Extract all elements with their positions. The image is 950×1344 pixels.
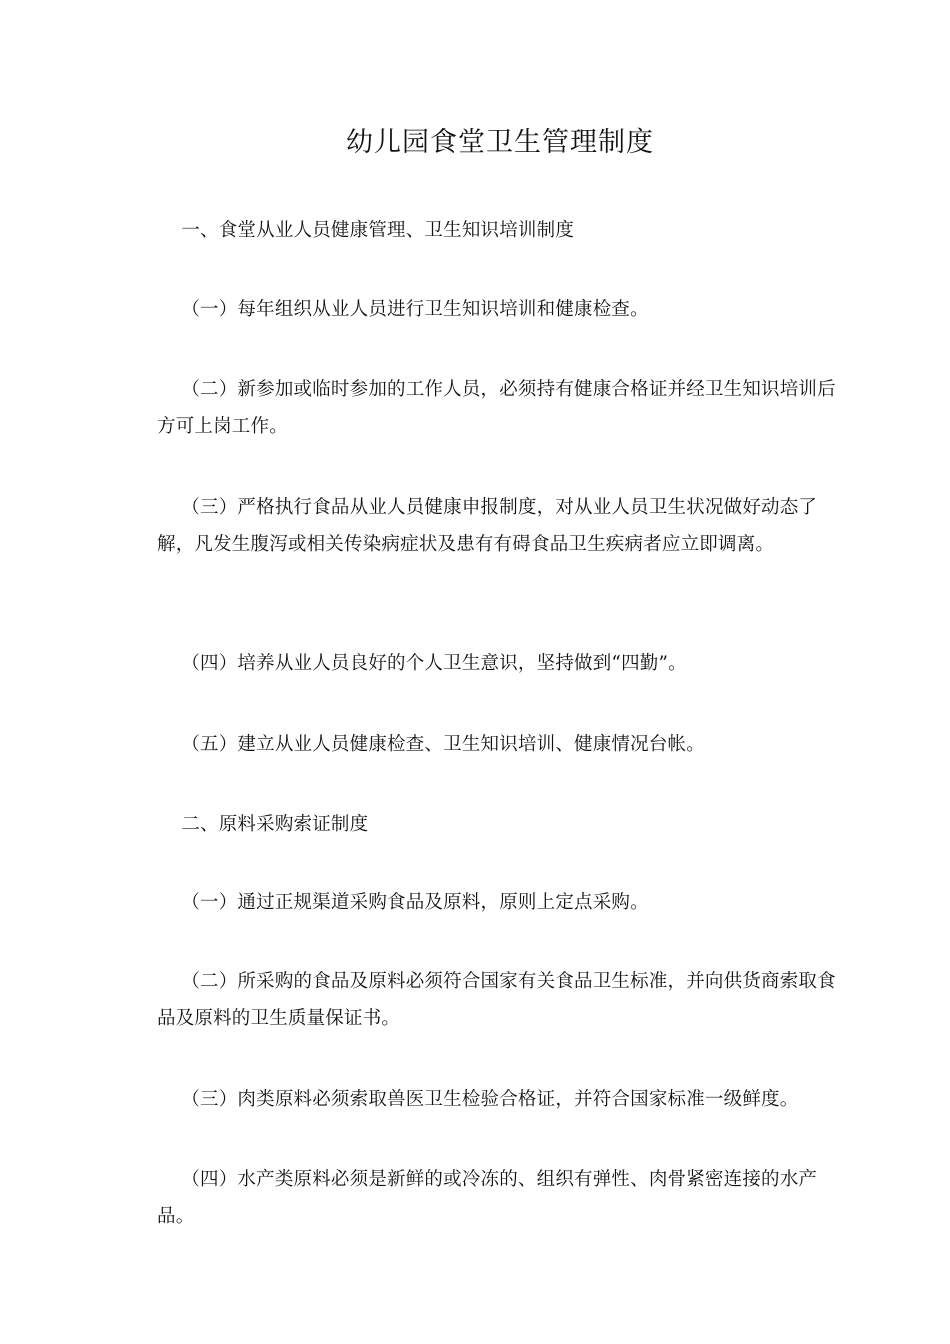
- paragraph-1-4: （四）培养从业人员良好的个人卫生意识，坚持做到“四勤”。: [157, 653, 687, 674]
- document-title: 幼儿园食堂卫生管理制度: [346, 127, 654, 158]
- paragraph-2-3: （三）肉类原料必须索取兽医卫生检验合格证，并符合国家标准一级鲜度。: [157, 1089, 799, 1110]
- paragraph-1-5: （五）建立从业人员健康检查、卫生知识培训、健康情况台帐。: [157, 734, 705, 755]
- paragraph-1-1: （一）每年组织从业人员进行卫生知识培训和健康检查。: [157, 299, 649, 320]
- paragraph-1-3: （三）严格执行食品从业人员健康申报制度，对从业人员卫生状况做好动态了解，凡发生腹泻或相关传染病症状及患有有碍食品卫生疾病者应立即调离。: [157, 497, 818, 555]
- section-heading-1: 一、食堂从业人员健康管理、卫生知识培训制度: [157, 220, 575, 241]
- paragraph-2-4: （四）水产类原料必须是新鲜的或冷冻的、组织有弹性、肉骨紧密连接的水产品。: [157, 1169, 818, 1227]
- paragraph-1-2: （二）新参加或临时参加的工作人员，必须持有健康合格证并经卫生知识培训后方可上岗工作。: [157, 379, 836, 437]
- section-heading-2: 二、原料采购索证制度: [157, 814, 369, 835]
- paragraph-2-2: （二）所采购的食品及原料必须符合国家有关食品卫生标准，并向供货商索取食品及原料的卫生质量保证书。: [157, 971, 836, 1029]
- paragraph-2-1: （一）通过正规渠道采购食品及原料，原则上定点采购。: [157, 892, 649, 913]
